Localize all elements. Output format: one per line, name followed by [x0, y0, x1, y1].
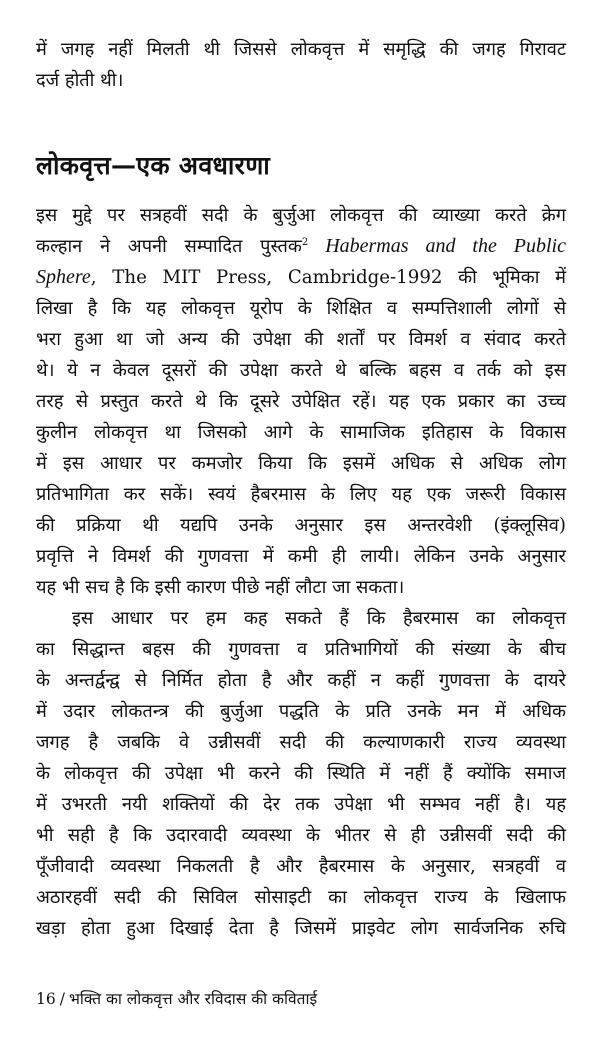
paragraph-1-line-2-text: कल्हान ने अपनी सम्पादित पुस्तक	[36, 236, 302, 257]
intro-paragraph	[36, 34, 566, 96]
paragraph-1-line-13: यह भी सच है कि इसी कारण पीछे नहीं लौटा जा सकता।	[36, 577, 405, 598]
book-title-part-2: Sphere	[36, 266, 91, 288]
intro-line-1: में जगह नहीं मिलती थी जिससे लोकवृत्त में समृद्धि की जगह गिरावट	[36, 39, 566, 60]
paragraph-2-line-7: में उभरती नयी शक्तियों की देर तक उपेक्षा भी सम्भव नहीं है। यह	[36, 794, 566, 815]
paragraph-2	[36, 603, 566, 944]
paragraph-2-line-10: अठारहवीं सदी की सिविल सोसाइटी का लोकवृत्त राज्य के खिलाफ	[36, 887, 566, 908]
section-heading: लोकवृत्त—एक अवधारणा	[36, 151, 271, 180]
paragraph-1-line-12: प्रवृत्ति ने विमर्श की गुणवत्ता में कमी ही लायी। लेकिन उनके अनुसार	[36, 546, 566, 567]
footnote-mark: 2	[301, 236, 309, 248]
paragraph-2-line-9: पूँजीवादी व्यवस्था निकलती है और हैबरमास के अनुसार, सत्रहवीं व	[36, 856, 566, 877]
paragraph-2-line-6: के लोकवृत्त की उपेक्षा भी करने की स्थिति में नहीं हैं क्योंकि समाज	[36, 763, 566, 784]
paragraph-2-line-3: के अन्तर्द्वन्द्व से निर्मित होता है और कहीं न कहीं गुणवत्ता के दायरे	[36, 670, 566, 691]
paragraph-2-line-1: इस आधार पर हम कह सकते हैं कि हैबरमास का लोकवृत्त	[72, 608, 566, 629]
paragraph-1-line-4: लिखा है कि यह लोकवृत्त यूरोप के शिक्षित व सम्पत्तिशाली लोगों से	[36, 298, 566, 319]
footer-separator: /	[59, 990, 65, 1008]
paragraph-1-line-10: प्रतिभागिता कर सकें। स्वयं हैबरमास के लिए यह एक जरूरी विकास	[36, 484, 566, 505]
paragraph-1-line-1: इस मुद्दे पर सत्रहवीं सदी के बुर्जुआ लोकवृत्त की व्याख्या करते क्रेग	[36, 205, 566, 226]
paragraph-2-line-2: का सिद्धान्त बहस की गुणवत्ता व प्रतिभागियों की संख्या के बीच	[36, 639, 566, 660]
paragraph-1-line-2	[36, 231, 566, 262]
book-title-part-1: Habermas and the Public	[308, 235, 566, 257]
intro-line-2: दर्ज होती थी।	[36, 70, 124, 91]
paragraph-1-line-7: तरह से प्रस्तुत करते थे कि दूसरे उपेक्षित रहें। यह एक प्रकार का उच्च	[36, 391, 566, 412]
paragraph-1	[36, 200, 566, 603]
paragraph-2-line-8: भी सही है कि उदारवादी व्यवस्था के भीतर से ही उन्नीसवीं सदी की	[36, 825, 566, 846]
paragraph-2-line-4: में उदार लोकतन्त्र की बुर्जुआ पद्धति के प्रति उनके मन में अधिक	[36, 701, 566, 722]
page-footer	[36, 988, 317, 1010]
paragraph-1-line-3-text: , The MIT Press, Cambridge-1992 की भूमिका में	[90, 267, 566, 288]
paragraph-1-line-5: भरा हुआ था जो अन्य की उपेक्षा की शर्तों पर विमर्श व संवाद करते	[36, 329, 566, 350]
paragraph-1-line-9: में इस आधार पर कमजोर किया कि इसमें अधिक से अधिक लोग	[36, 453, 566, 474]
page-number: 16	[36, 990, 56, 1008]
paragraph-2-line-11: खड़ा होता हुआ दिखाई देता है जिसमें प्राइवेट लोग सार्वजनिक रुचि	[36, 918, 566, 939]
paragraph-2-line-5: जगह है जबकि वे उन्नीसवीं सदी की कल्याणकारी राज्य व्यवस्था	[36, 732, 566, 753]
running-book-title: भक्ति का लोकवृत्त और रविदास की कविताई	[68, 990, 318, 1008]
paragraph-1-line-6: थे। ये न केवल दूसरों की उपेक्षा करते थे बल्कि बहस व तर्क को इस	[36, 360, 566, 381]
paragraph-1-line-3	[36, 262, 566, 293]
paragraph-1-line-8: कुलीन लोकवृत्त था जिसको आगे के सामाजिक इतिहास के विकास	[36, 422, 566, 443]
paragraph-1-line-11: की प्रक्रिया थी यद्यपि उनके अनुसार इस अन्तरवेशी (इंक्लूसिव)	[36, 515, 566, 536]
page-body	[36, 34, 566, 944]
